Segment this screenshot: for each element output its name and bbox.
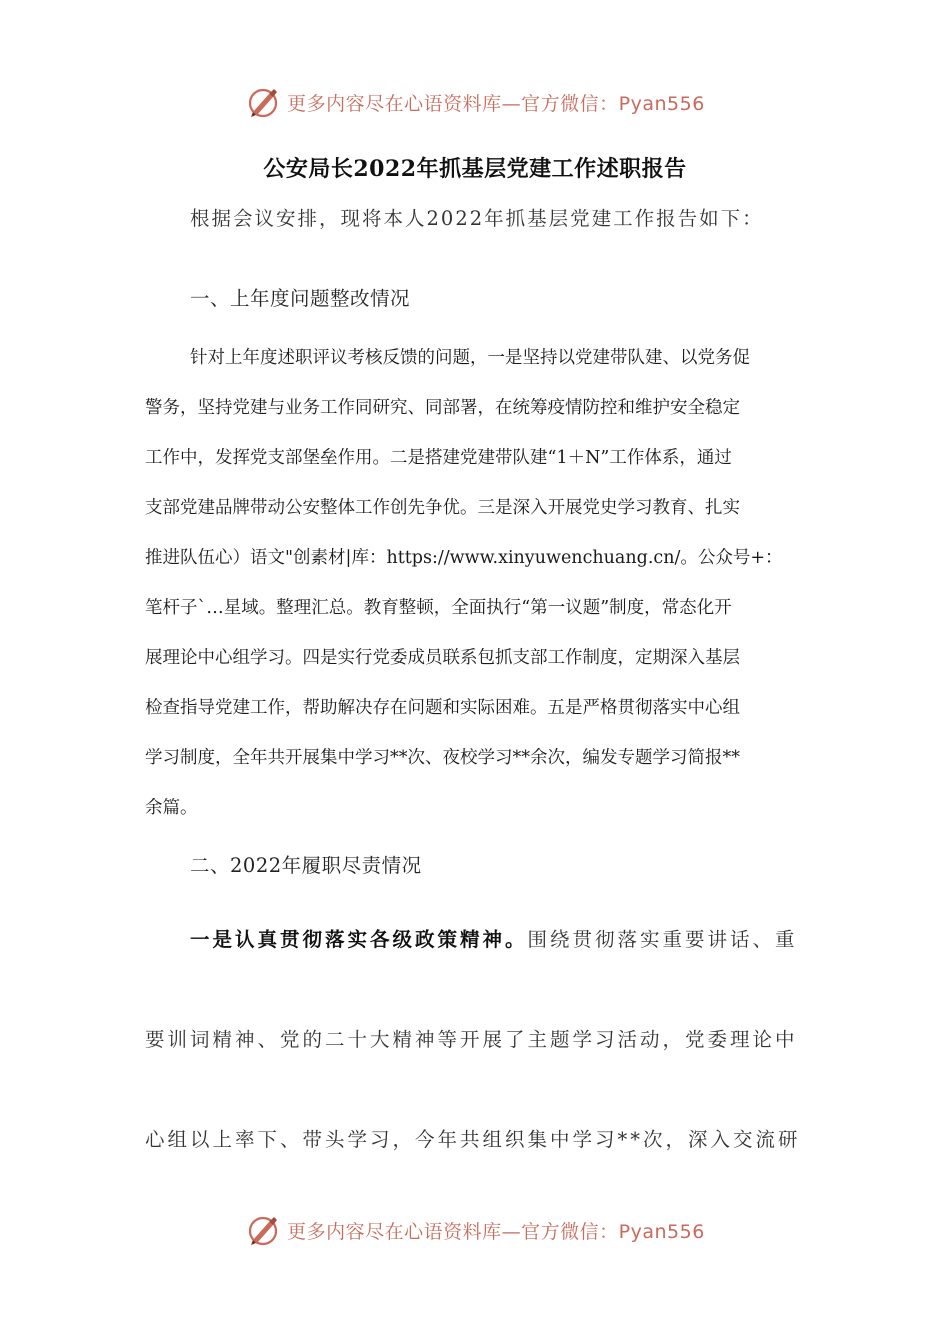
paragraph-line: 针对上年度述职评议考核反馈的问题，一是坚持以党建带队建、以党务促 <box>190 348 750 368</box>
section2-paragraph <box>145 915 807 1215</box>
paragraph-line: 余篇。 <box>145 798 198 818</box>
document-intro: 根据会议安排，现将本人2022年抓基层党建工作报告如下： <box>190 207 764 230</box>
watermark-banner-top <box>0 82 950 122</box>
paragraph-line: 展理论中心组学习。四是实行党委成员联系包抓支部工作制度，定期深入基层 <box>145 648 740 668</box>
section2-line1-rest: 围绕贯彻落实重要讲话、重 <box>527 928 798 951</box>
section2-heading: 二、2022年履职尽责情况 <box>190 854 422 877</box>
watermark-wechat-id: Pyan556 <box>618 92 705 115</box>
section2-lead-text: 一是认真贯彻落实各级政策精神。 <box>190 928 528 951</box>
pen-logo-icon <box>245 1212 281 1248</box>
paragraph-line: 学习制度，全年共开展集中学习**次、夜校学习**余次，编发专题学习简报** <box>145 748 740 768</box>
watermark-wechat-id: Pyan556 <box>618 1220 705 1243</box>
paragraph-line: 支部党建品牌带动公安整体工作创先争优。三是深入开展党史学习教育、扎实 <box>145 498 740 518</box>
paragraph-line: 要训词精神、党的二十大精神等开展了主题学习活动，党委理论中 <box>145 1028 798 1051</box>
watermark-text-cn: 更多内容尽在心语资料库—官方微信： <box>287 1220 619 1243</box>
document-title: 公安局长2022年抓基层党建工作述职报告 <box>263 156 687 182</box>
watermark-text-cn: 更多内容尽在心语资料库—官方微信： <box>287 92 619 115</box>
paragraph-line: 笔杆子`…星域。整理汇总。教育整顿，全面执行“第一议题”制度，常态化开 <box>145 598 732 618</box>
watermark-text <box>287 1217 705 1244</box>
paragraph-line: 心组以上率下、带头学习，今年共组织集中学习**次，深入交流研 <box>145 1128 801 1151</box>
watermark-banner-bottom <box>0 1210 950 1250</box>
paragraph-line: 检查指导党建工作，帮助解决存在问题和实际困难。五是严格贯彻落实中心组 <box>145 698 740 718</box>
section1-paragraph <box>145 333 807 833</box>
paragraph-line: 工作中，发挥党支部堡垒作用。二是搭建党建带队建“1＋N”工作体系，通过 <box>145 448 732 468</box>
paragraph-line <box>145 915 807 1015</box>
section1-heading: 一、上年度问题整改情况 <box>190 287 411 310</box>
paragraph-line: 推进队伍心）语文"创素材|库：https://www.xinyuwenchuang.cn/。公众号+： <box>145 548 783 568</box>
pen-logo-icon <box>245 84 281 120</box>
watermark-text <box>287 89 705 116</box>
paragraph-line: 警务，坚持党建与业务工作同研究、同部署，在统筹疫情防控和维护安全稳定 <box>145 398 740 418</box>
